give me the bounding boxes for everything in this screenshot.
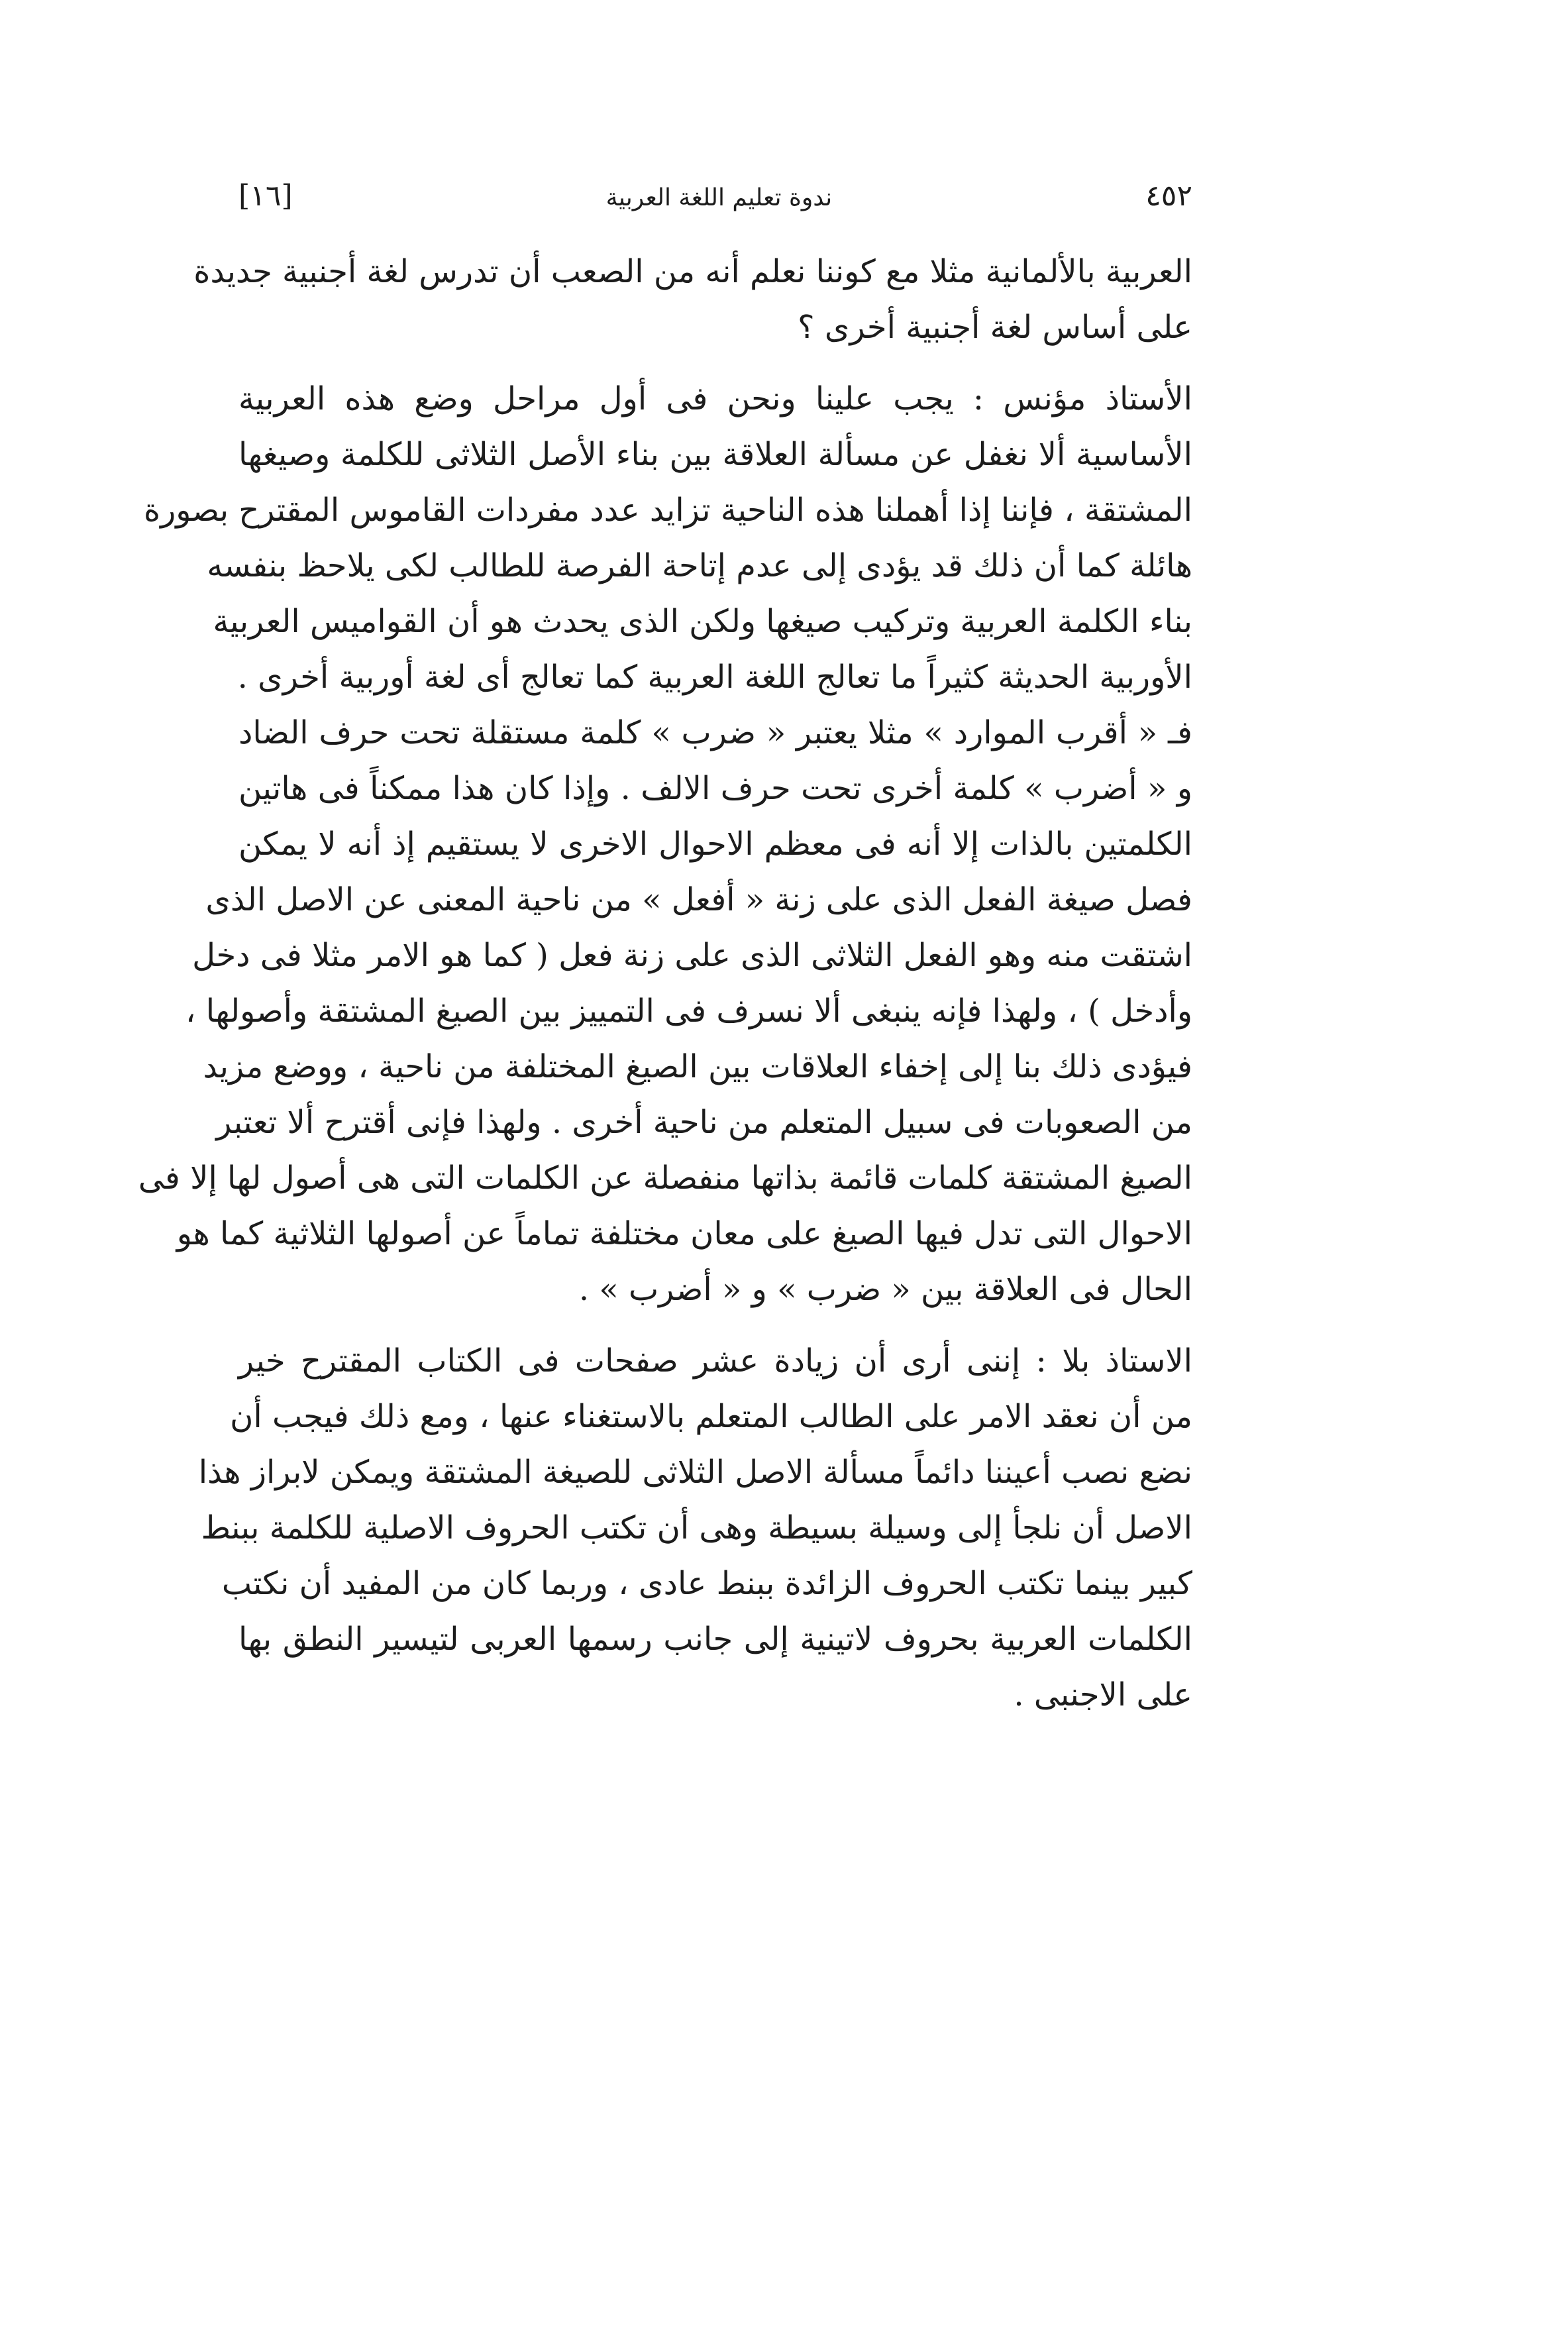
running-title: ندوة تعليم اللغة العربية <box>605 184 833 211</box>
text-line: الأستاذ مؤنس : يجب علينا ونحن فى أول مراحل وضع هذه العربية <box>238 380 1192 417</box>
paragraph-mounis <box>138 371 1193 1317</box>
body-text <box>138 244 1193 1723</box>
text-line: على الاجنبى . <box>1014 1676 1192 1713</box>
text-line: الحال فى العلاقة بين « ضرب » و « أضرب » . <box>578 1271 1192 1308</box>
chapter-number: [١٦] <box>238 179 293 213</box>
paragraph-question <box>193 244 1192 355</box>
text-line: الأساسية ألا نغفل عن مسألة العلاقة بين بناء الأصل الثلاثى للكلمة وصيغها <box>238 436 1192 473</box>
text-line: العربية بالألمانية مثلا مع كوننا نعلم أنه من الصعب أن تدرس لغة أجنبية جديدة <box>193 253 1192 290</box>
paragraph-bla <box>198 1333 1192 1723</box>
text-line: الكلمات العربية بحروف لاتينية إلى جانب رسمها العربى لتيسير النطق بها <box>238 1621 1192 1658</box>
text-line: الكلمتين بالذات إلا أنه فى معظم الاحوال الاخرى لا يستقيم إذ أنه لا يمكن <box>238 826 1193 863</box>
text-line: الأوربية الحديثة كثيراً ما تعالج اللغة العربية كما تعالج أى لغة أوربية أخرى . <box>237 659 1192 696</box>
text-line: اشتقت منه وهو الفعل الثلاثى الذى على زنة فعل ( كما هو الامر مثلا فى دخل <box>192 937 1192 974</box>
text-line: بناء الكلمة العربية وتركيب صيغها ولكن الذى يحدث هو أن القواميس العربية <box>213 603 1192 640</box>
text-line: الصيغ المشتقة كلمات قائمة بذاتها منفصلة عن الكلمات التى هى أصول لها إلا فى <box>138 1160 1192 1197</box>
text-line: نضع نصب أعيننا دائماً مسألة الاصل الثلاثى للصيغة المشتقة ويمكن لابراز هذا <box>198 1454 1192 1491</box>
text-line: الاستاذ بلا : إننى أرى أن زيادة عشر صفحات فى الكتاب المقترح خير <box>238 1342 1192 1379</box>
text-line: وأدخل ) ، ولهذا فإنه ينبغى ألا نسرف فى التمييز بين الصيغ المشتقة وأصولها ، <box>185 993 1192 1030</box>
text-line: على أساس لغة أجنبية أخرى ؟ <box>798 309 1192 346</box>
text-line: كبير بينما تكتب الحروف الزائدة ببنط عادى ، وربما كان من المفيد أن نكتب <box>221 1565 1192 1602</box>
text-line: فـ « أقرب الموارد » مثلا يعتبر « ضرب » كلمة مستقلة تحت حرف الضاد <box>238 714 1192 751</box>
running-header <box>238 179 1192 232</box>
text-line: الاصل أن نلجأ إلى وسيلة بسيطة وهى أن تكتب الحروف الاصلية للكلمة ببنط <box>201 1509 1192 1546</box>
page-number: ٤٥٢ <box>1145 179 1192 213</box>
text-line: هائلة كما أن ذلك قد يؤدى إلى عدم إتاحة الفرصة للطالب لكى يلاحظ بنفسه <box>207 547 1192 584</box>
text-line: من الصعوبات فى سبيل المتعلم من ناحية أخرى . ولهذا فإنى أقترح ألا تعتبر <box>216 1104 1192 1141</box>
text-line: المشتقة ، فإننا إذا أهملنا هذه الناحية تزايد عدد مفردات القاموس المقترح بصورة <box>143 492 1192 529</box>
text-line: فيؤدى ذلك بنا إلى إخفاء العلاقات بين الصيغ المختلفة من ناحية ، ووضع مزيد <box>203 1048 1192 1085</box>
text-line: و « أضرب » كلمة أخرى تحت حرف الالف . وإذا كان هذا ممكناً فى هاتين <box>238 770 1192 807</box>
text-line: الاحوال التى تدل فيها الصيغ على معان مختلفة تماماً عن أصولها الثلاثية كما هو <box>176 1215 1192 1252</box>
text-line: من أن نعقد الامر على الطالب المتعلم بالاستغناء عنها ، ومع ذلك فيجب أن <box>230 1398 1192 1435</box>
text-line: فصل صيغة الفعل الذى على زنة « أفعل » من ناحية المعنى عن الاصل الذى <box>205 881 1192 918</box>
book-page <box>138 179 1193 1739</box>
